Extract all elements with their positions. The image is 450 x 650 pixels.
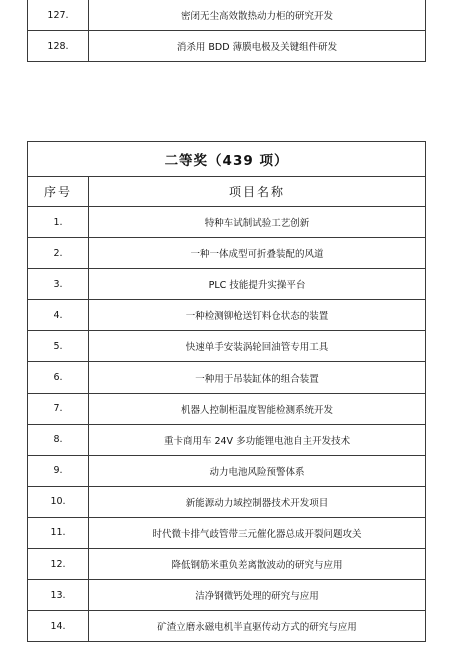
previous-section-table — [27, 0, 426, 62]
project-name: 矿渣立磨永磁电机半直驱传动方式的研究与应用 — [89, 611, 426, 642]
project-name: 密闭无尘高效散热动力柜的研究开发 — [89, 0, 426, 31]
row-number: 13. — [28, 580, 89, 611]
row-number: 7. — [28, 393, 89, 424]
project-name: 一种检测铆枪送钉料仓状态的装置 — [89, 300, 426, 331]
row-number: 9. — [28, 455, 89, 486]
row-number: 14. — [28, 611, 89, 642]
table-row — [28, 269, 426, 300]
project-name: 降低钢筋米重负差离散波动的研究与应用 — [89, 549, 426, 580]
table-row — [28, 517, 426, 548]
project-name: 快速单手安装涡轮回油管专用工具 — [89, 331, 426, 362]
row-number: 1. — [28, 207, 89, 238]
second-prize-table — [27, 141, 426, 642]
row-number: 4. — [28, 300, 89, 331]
table-row — [28, 207, 426, 238]
table-row — [28, 580, 426, 611]
column-header-project-name: 项目名称 — [89, 177, 426, 207]
row-number: 11. — [28, 517, 89, 548]
table-row — [28, 455, 426, 486]
table-row — [28, 238, 426, 269]
row-number: 8. — [28, 424, 89, 455]
table-row — [28, 300, 426, 331]
project-name: 动力电池风险预警体系 — [89, 455, 426, 486]
project-name: PLC 技能提升实操平台 — [89, 269, 426, 300]
project-name: 特种车试制试验工艺创新 — [89, 207, 426, 238]
table-row — [28, 549, 426, 580]
row-number: 128. — [28, 31, 89, 62]
project-name: 消杀用 BDD 薄膜电极及关键组件研发 — [89, 31, 426, 62]
row-number: 5. — [28, 331, 89, 362]
table-row — [28, 611, 426, 642]
project-name: 新能源动力域控制器技术开发项目 — [89, 486, 426, 517]
project-name: 一种用于吊装缸体的组合装置 — [89, 362, 426, 393]
row-number: 10. — [28, 486, 89, 517]
column-header-number: 序号 — [28, 177, 89, 207]
table-row — [28, 0, 426, 31]
row-number: 127. — [28, 0, 89, 31]
section-title: 二等奖（439 项） — [28, 142, 426, 177]
project-name: 时代微卡排气歧管带三元催化器总成开裂问题攻关 — [89, 517, 426, 548]
row-number: 12. — [28, 549, 89, 580]
project-name: 机器人控制柜温度智能检测系统开发 — [89, 393, 426, 424]
row-number: 6. — [28, 362, 89, 393]
table-row — [28, 393, 426, 424]
row-number: 2. — [28, 238, 89, 269]
table-row — [28, 362, 426, 393]
row-number: 3. — [28, 269, 89, 300]
table-row — [28, 31, 426, 62]
table-row — [28, 424, 426, 455]
table-row — [28, 486, 426, 517]
project-name: 一种一体成型可折叠装配的风道 — [89, 238, 426, 269]
table-row — [28, 331, 426, 362]
project-name: 重卡商用车 24V 多功能锂电池自主开发技术 — [89, 424, 426, 455]
project-name: 洁净钢微钙处理的研究与应用 — [89, 580, 426, 611]
